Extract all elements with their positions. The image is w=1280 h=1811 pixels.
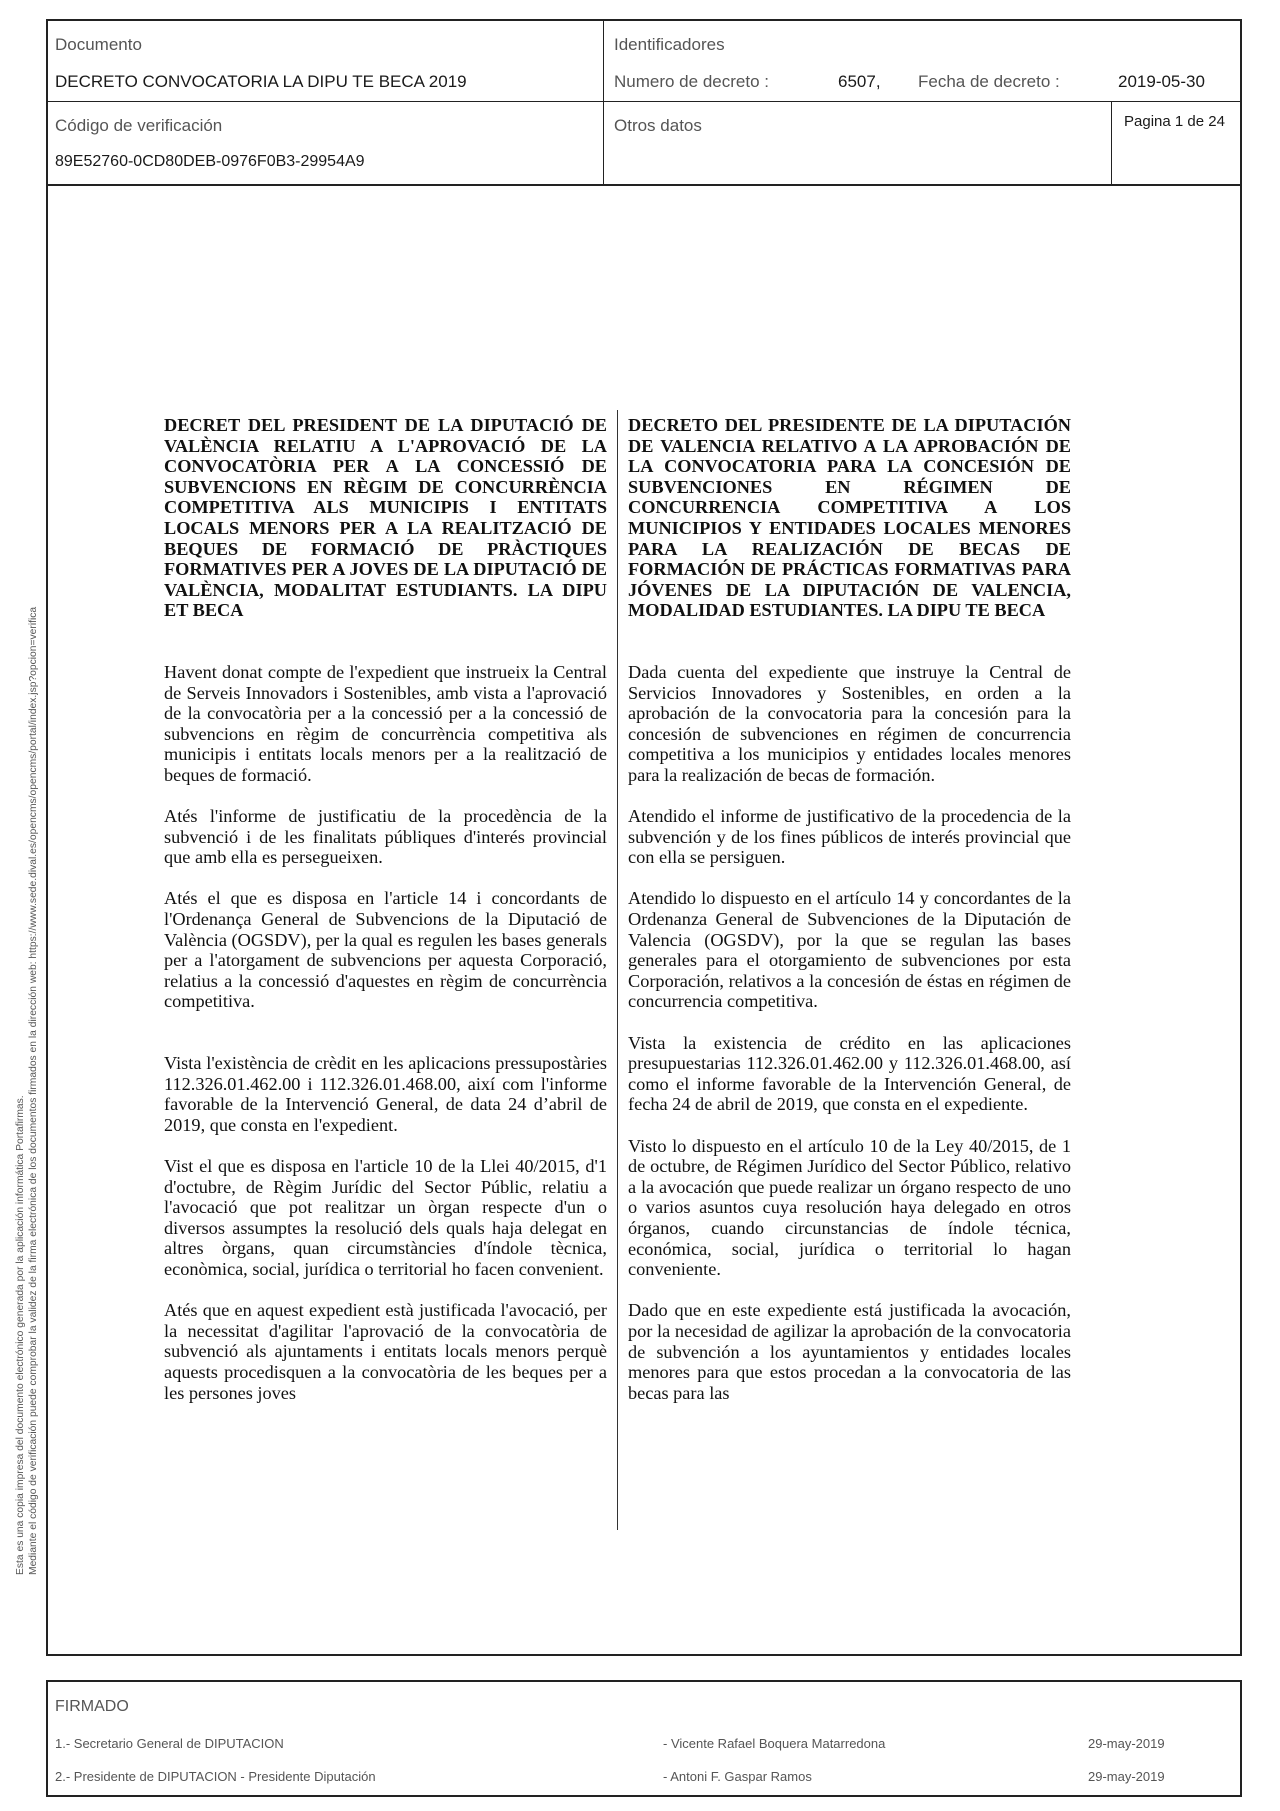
left-column-valencian bbox=[164, 415, 607, 1403]
right-paragraph-1: Dada cuenta del expediente que instruye la Central de Servicios Innovadores y Sostenibles, en orden a la aprobación de la convocatoria para la concesión para la concesión de subvenciones en régimen de concurrencia competitiva a los municipios y entidades locales menores para la realización de becas de formación. bbox=[628, 661, 1071, 785]
documento-value: DECRETO CONVOCATORIA LA DIPU TE BECA 2019 bbox=[55, 72, 467, 91]
documento-label: Documento bbox=[55, 35, 142, 54]
column-divider bbox=[617, 410, 618, 1530]
signer-2-date: 29-may-2019 bbox=[1088, 1769, 1165, 1784]
numero-decreto-label: Numero de decreto : bbox=[614, 72, 769, 91]
right-paragraph-3: Atendido lo dispuesto en el artículo 14 y concordantes de la Ordenanza General de Subvenciones de la Diputación de Valencia (OGSDV), por la que se regulan las bases generales para el otorgamiento de subvenciones por esta Corporación, relativos a la concesión de éstas en régimen de concurrencia competitiva. bbox=[628, 888, 1071, 1012]
left-paragraph-1: Havent donat compte de l'expedient que instrueix la Central de Serveis Innovadors i Sostenibles, amb vista a l'aprovació de la convocatòria per a la concessió per a la concessió de subvencions en règim de concurrència competitiva als municipis i entitats locals menors per a la realització de beques de formació. bbox=[164, 661, 607, 785]
document-header bbox=[46, 19, 1242, 186]
header-page-divider bbox=[1111, 101, 1112, 184]
signer-2-role: 2.- Presidente de DIPUTACION - Presidente Diputación bbox=[55, 1769, 376, 1784]
signer-1-date: 29-may-2019 bbox=[1088, 1736, 1165, 1751]
fecha-decreto-value: 2019-05-30 bbox=[1118, 72, 1205, 91]
signer-2-name: - Antoni F. Gaspar Ramos bbox=[663, 1769, 812, 1784]
right-title: DECRETO DEL PRESIDENTE DE LA DIPUTACIÓN DE VALENCIA RELATIVO A LA APROBACIÓN DE LA CONVOCATORIA PARA LA CONCESIÓN DE SUBVENCIONES EN RÉGIMEN DE CONCURRENCIA COMPETITIVA A LOS MUNICIPIOS Y ENTIDADES LOCALES MENORES PARA LA REALIZACIÓN DE BECAS DE FORMACIÓN DE PRÁCTICAS FORMATIVAS PARA JÓVENES DE LA DIPUTACIÓN DE VALENCIA, MODALIDAD ESTUDIANTES. LA DIPU TE BECA bbox=[628, 415, 1071, 621]
signature-box bbox=[46, 1680, 1242, 1797]
header-row-divider bbox=[48, 101, 1240, 102]
page-number: Pagina 1 de 24 bbox=[1124, 113, 1225, 130]
side-verification-note bbox=[15, 545, 40, 1575]
signer-1-name: - Vicente Rafael Boquera Matarredona bbox=[663, 1736, 886, 1751]
left-paragraph-5: Vist el que es disposa en l'article 10 de la Llei 40/2015, d'1 d'octubre, de Règim Jurídic del Sector Públic, relatiu a l'avocació que pot realitzar un òrgan respecte d'un o diversos assumptes la resolució dels quals haja delegat en altres òrgans, quan circumstàncies d'índole tècnica, econòmica, social, jurídica o territorial ho facen convenient. bbox=[164, 1156, 607, 1279]
fecha-decreto-label: Fecha de decreto : bbox=[918, 72, 1060, 91]
codigo-label: Código de verificación bbox=[55, 116, 223, 135]
signer-1-role: 1.- Secretario General de DIPUTACION bbox=[55, 1736, 284, 1751]
numero-decreto-value: 6507, bbox=[838, 72, 881, 91]
left-paragraph-3: Atés el que es disposa en l'article 14 i concordants de l'Ordenança General de Subvencions de la Diputació de València (OGSDV), per la qual es regulen les bases generals per a l'atorgament de subvencions per aquesta Corporació, relatius a la concessió d'aquestes en règim de concurrència competitiva. bbox=[164, 888, 607, 1012]
right-paragraph-2: Atendido el informe de justificativo de la procedencia de la subvención y de los fines públicos de interés provincial que con ella se persiguen. bbox=[628, 806, 1071, 868]
left-paragraph-4: Vista l'existència de crèdit en les aplicacions pressupostàries 112.326.01.462.00 i 112.326.01.468.00, així com l'informe favorable de la Intervenció General, de data 24 d’abril de 2019, que consta en l'expedient. bbox=[164, 1053, 607, 1135]
right-paragraph-5: Visto lo dispuesto en el artículo 10 de la Ley 40/2015, de 1 de octubre, de Régimen Jurídico del Sector Público, relativo a la avocación que puede realizar un órgano respecto de uno o varios asuntos cuya resolución haya delegado en otros órganos, cuando circunstancias de índole técnica, económica, social, jurídica o territorial lo hagan conveniente. bbox=[628, 1135, 1071, 1280]
side-note-line-2: Mediante el código de verificación puede comprobar la validez de la firma electrónica de los documentos firmados en la dirección web: https://www.sede.dival.es/opencms/opencms/portal/index.jsp?opcion=verifica bbox=[27, 606, 39, 1575]
left-paragraph-2: Atés l'informe de justificatiu de la procedència de la subvenció i de les finalitats públiques d'interés provincial que amb ella es persegueixen. bbox=[164, 806, 607, 868]
left-paragraph-6: Atés que en aquest expedient està justificada l'avocació, per la necessitat d'agilitar l'aprovació de la convocatòria de subvenció als ajuntaments i entitats locals menors perquè aquests procedisquen a la convocatòria de les beques per a les persones joves bbox=[164, 1300, 607, 1403]
header-divider bbox=[603, 21, 604, 184]
right-paragraph-4: Vista la existencia de crédito en las aplicaciones presupuestarias 112.326.01.462.00 y 112.326.01.468.00, así como el informe favorable de la Intervención General, de fecha 24 de abril de 2019, que consta en el expediente. bbox=[628, 1032, 1071, 1115]
right-paragraph-6: Dado que en este expediente está justificada la avocación, por la necesidad de agilizar la aprobación de la convocatoria de subvención a los ayuntamientos y entidades locales menores para que estos procedan a la convocatoria de las becas para las bbox=[628, 1300, 1071, 1403]
right-column-spanish bbox=[628, 415, 1071, 1403]
side-note-line-1: Esta es una copia impresa del documento electrónico generada por la aplicación informática Portafirmas. bbox=[15, 1095, 26, 1575]
otros-datos-label: Otros datos bbox=[614, 116, 702, 135]
codigo-value: 89E52760-0CD80DEB-0976F0B3-29954A9 bbox=[55, 153, 365, 170]
identificadores-label: Identificadores bbox=[614, 35, 725, 54]
firmado-title: FIRMADO bbox=[55, 1698, 129, 1715]
left-title: DECRET DEL PRESIDENT DE LA DIPUTACIÓ DE VALÈNCIA RELATIU A L'APROVACIÓ DE LA CONVOCATÒRIA PER A LA CONCESSIÓ DE SUBVENCIONS EN RÈGIM DE CONCURRÈNCIA COMPETITIVA ALS MUNICIPIS I ENTITATS LOCALS MENORS PER A LA REALITZACIÓ DE BEQUES DE FORMACIÓ DE PRÀCTIQUES FORMATIVES PER A JOVES DE LA DIPUTACIÓ DE VALÈNCIA, MODALITAT ESTUDIANTS. LA DIPU ET BECA bbox=[164, 415, 607, 621]
